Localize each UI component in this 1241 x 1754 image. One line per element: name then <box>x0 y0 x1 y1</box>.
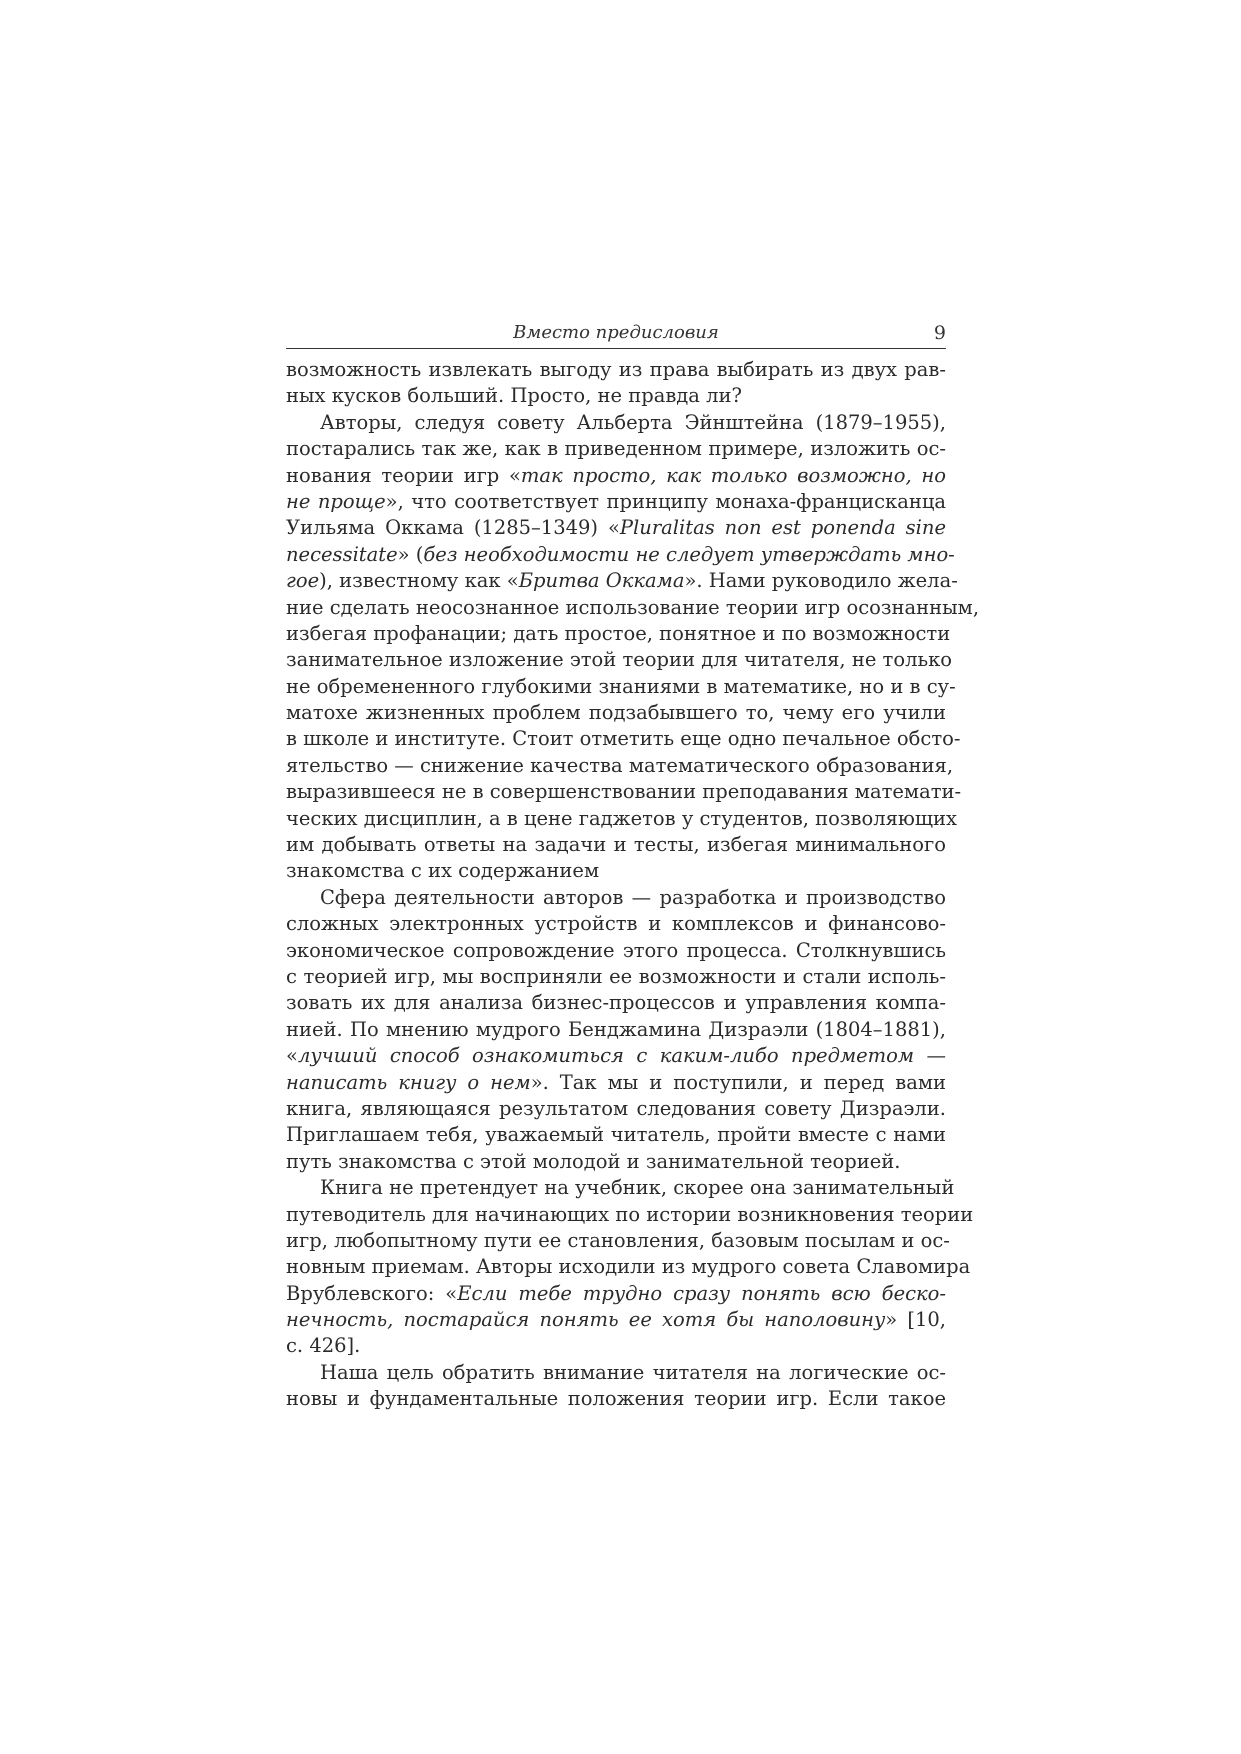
text-run: в школе и институте. Стоит отметить еще одно печальное обсто- <box>286 727 961 751</box>
text-line <box>286 938 946 964</box>
running-header <box>286 322 946 349</box>
italic-text: Pluralitas non est ponenda sine <box>619 516 946 540</box>
text-line <box>286 542 955 568</box>
italic-text: гое <box>286 569 320 593</box>
text-line <box>286 990 946 1016</box>
running-title: Вместо предисловия <box>513 322 719 343</box>
text-line <box>286 515 946 541</box>
text-line <box>286 436 946 462</box>
text-run: ческих дисциплин, а в цене гаджетов у студентов, позволяющих <box>286 806 957 830</box>
text-line <box>286 753 954 779</box>
text-run: избегая профанации; дать простое, понятное и по возможности <box>286 621 951 645</box>
text-run: » ( <box>397 542 424 566</box>
text-run: новным приемам. Авторы исходили из мудрого совета Славомира <box>286 1255 971 1279</box>
text-line <box>286 1360 946 1386</box>
text-line <box>286 1386 946 1412</box>
text-run: ». Нами руководило жела- <box>684 569 958 593</box>
text-line <box>286 489 946 515</box>
text-line <box>286 885 946 911</box>
text-run: ». Так мы и поступили, и перед вами <box>530 1070 946 1094</box>
text-line <box>286 726 961 752</box>
text-run: ние сделать неосознанное использование теории игр осознанным, <box>286 595 980 619</box>
text-line <box>286 858 946 884</box>
text-run: книга, являющаяся результатом следования совету Дизраэли. <box>286 1096 946 1120</box>
text-run: им добывать ответы на задачи и тесты, избегая минимального <box>286 833 946 857</box>
text-run: » [10, <box>885 1308 946 1332</box>
text-run: нования теории игр « <box>286 463 521 487</box>
italic-text: так просто, как только возможно, но <box>520 463 946 487</box>
text-line <box>286 1228 950 1254</box>
text-line <box>286 1096 946 1122</box>
text-run: возможность извлекать выгоду из права выбирать из двух рав- <box>286 358 946 381</box>
text-run: Наша цель обратить внимание читателя на логические ос- <box>320 1360 946 1384</box>
text-line <box>286 410 946 436</box>
text-line <box>286 700 946 726</box>
text-line <box>286 1122 946 1148</box>
text-line <box>286 1175 955 1201</box>
text-run: занимательное изложение этой теории для читателя, не только <box>286 648 953 672</box>
text-line <box>286 647 953 673</box>
text-run: матохе жизненных проблем подзабывшего то, чему его учили <box>286 701 946 725</box>
text-run: Сфера деятельности авторов — разработка и производство <box>320 885 946 909</box>
italic-text: лучший способ ознакомиться с каким-либо предметом — <box>297 1044 946 1068</box>
text-run: нией. По мнению мудрого Бенджамина Дизраэли (1804–1881), <box>286 1017 946 1041</box>
text-run: Уильяма Оккама (1285–1349) « <box>286 516 620 540</box>
text-line <box>286 779 962 805</box>
italic-text: без необходимости не следует утверждать мно- <box>423 542 955 566</box>
text-line <box>286 832 946 858</box>
text-line <box>286 964 946 990</box>
italic-text: necessitate <box>286 542 398 566</box>
text-run: путеводитель для начинающих по истории возникновения теории <box>286 1202 974 1226</box>
italic-text: написать книгу о нем <box>286 1070 531 1094</box>
text-line <box>286 674 956 700</box>
text-run: с. 426]. <box>286 1334 361 1358</box>
text-run: Авторы, следуя совету Альберта Эйнштейна (1879–1955), <box>320 410 946 434</box>
text-run: Приглашаем тебя, уважаемый читатель, пройти вместе с нами <box>286 1123 946 1147</box>
text-run: игр, любопытному пути ее становления, базовым посылам и ос- <box>286 1228 950 1252</box>
italic-text: не проще <box>286 489 386 513</box>
text-run: сложных электронных устройств и комплексов и финансово- <box>286 912 946 936</box>
text-line <box>286 1149 946 1175</box>
text-line <box>286 1307 946 1333</box>
text-line <box>286 568 958 594</box>
text-run: », что соответствует принципу монаха-францисканца <box>385 489 946 513</box>
text-run: постарались так же, как в приведенном примере, изложить ос- <box>286 437 946 461</box>
text-line <box>286 911 946 937</box>
text-line <box>286 595 980 621</box>
text-line <box>286 1070 946 1096</box>
text-line <box>286 1333 946 1359</box>
page-number: 9 <box>933 322 946 344</box>
text-run: ных кусков больший. Просто, не правда ли? <box>286 384 742 408</box>
text-run: новы и фундаментальные положения теории игр. Если такое <box>286 1387 946 1411</box>
text-run: знакомства с их содержанием <box>286 859 600 883</box>
text-run: зовать их для анализа бизнес-процессов и управления компа- <box>286 991 946 1015</box>
text-run: экономическое сопровождение этого процесса. Столкнувшись <box>286 938 946 962</box>
italic-text: Если тебе трудно сразу понять всю беско- <box>457 1281 947 1305</box>
text-run: путь знакомства с этой молодой и занимательной теорией. <box>286 1149 901 1173</box>
italic-text: Бритва Оккама <box>518 569 685 593</box>
text-run: « <box>286 1044 298 1068</box>
text-run: с теорией игр, мы восприняли ее возможности и стали исполь- <box>286 964 946 988</box>
text-line <box>286 621 951 647</box>
text-run: ), известному как « <box>319 569 519 593</box>
text-line <box>286 463 946 489</box>
text-line <box>286 1043 946 1069</box>
text-run: ятельство — снижение качества математического образования, <box>286 753 954 777</box>
text-line <box>286 806 957 832</box>
text-line <box>286 1254 971 1280</box>
text-line <box>286 1017 946 1043</box>
body-text <box>286 357 980 1413</box>
text-line <box>286 1281 946 1307</box>
text-line <box>286 357 946 383</box>
text-line <box>286 1202 974 1228</box>
text-run: Врублевского: « <box>286 1281 458 1305</box>
text-line <box>286 383 946 409</box>
text-run: не обремененного глубокими знаниями в математике, но и в су- <box>286 674 956 698</box>
text-run: выразившееся не в совершенствовании преподавания математи- <box>286 780 962 804</box>
text-run: Книга не претендует на учебник, скорее она занимательный <box>320 1176 955 1200</box>
italic-text: нечность, постарайся понять ее хотя бы наполовину <box>286 1308 886 1332</box>
